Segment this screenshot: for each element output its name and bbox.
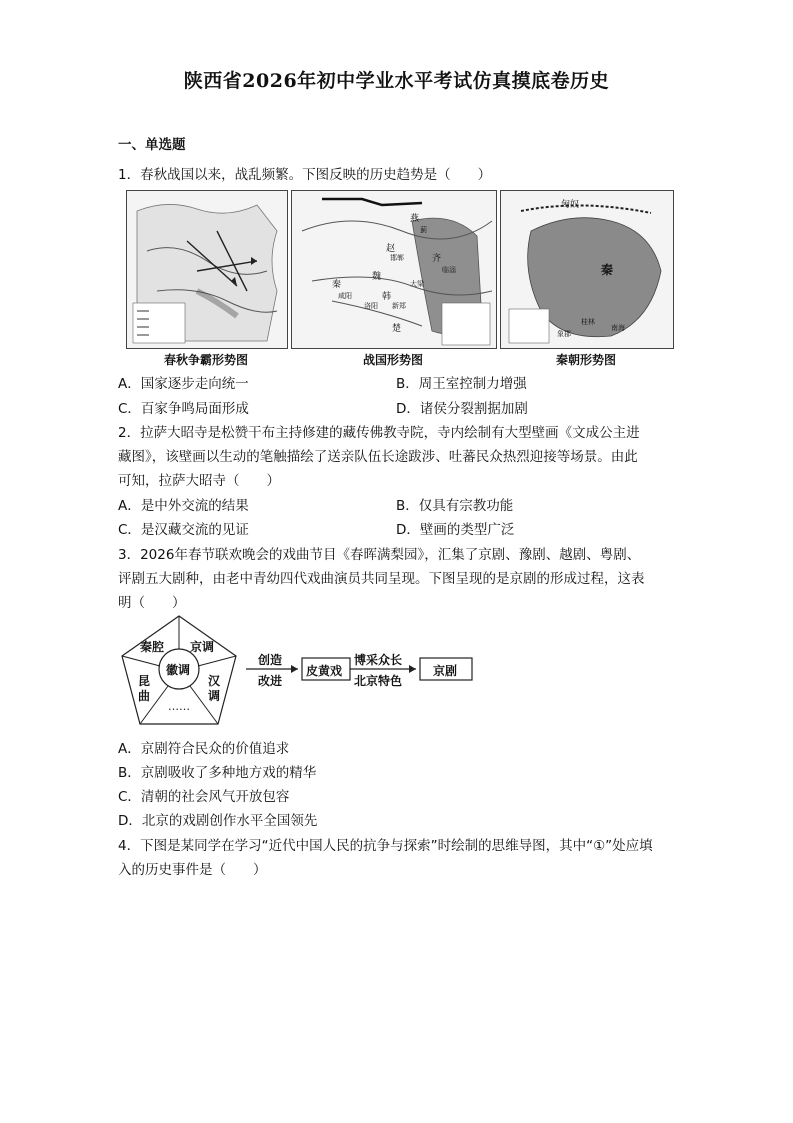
section-heading: 一、单选题 (118, 137, 186, 153)
question-4-line-1: 4．下图是某同学在学习“近代中国人民的抗争与探索”时绘制的思维导图，其中“①”处应填 (118, 838, 653, 854)
map3-label-qin: 秦 (601, 263, 614, 277)
map2-label-han: 韩 (382, 292, 392, 302)
question-3-option-d[interactable]: D．北京的戏剧创作水平全国领先 (118, 813, 318, 829)
map2-label-ji: 蓟 (420, 226, 427, 234)
diagram-box-jingju: 京剧 (433, 664, 458, 678)
map2-label-daliang: 大梁 (410, 280, 424, 288)
map2-label-xinzheng: 新郑 (392, 302, 406, 310)
diagram-petal-handiao: 汉调 (208, 674, 221, 703)
question-3-option-a[interactable]: A．京剧符合民众的价值追求 (118, 741, 290, 757)
map-caption-3: 秦朝形势图 (555, 353, 616, 367)
map2-label-qin: 秦 (332, 280, 342, 290)
map-qin-dynasty (500, 190, 674, 349)
question-3-line-2: 评剧五大剧种，由老中青幼四代戏曲演员共同呈现。下图呈现的是京剧的形成过程，这表 (118, 571, 645, 587)
question-3-line-1: 3．2026年春节联欢晚会的戏曲节目《春晖满梨园》，汇集了京剧、豫剧、越剧、粤剧、 (118, 547, 641, 563)
diagram-petal-ellipsis: …… (168, 700, 190, 713)
map-caption-2: 战国形势图 (362, 353, 423, 367)
map2-label-zhao: 赵 (386, 244, 396, 254)
map3-label-xiongnu: 匈奴 (561, 200, 580, 210)
map-spring-autumn-drawing (127, 191, 287, 348)
map-caption-1: 春秋争霸形势图 (163, 353, 248, 367)
question-2-option-d[interactable]: D．壁画的类型广泛 (396, 522, 515, 538)
map2-label-wei: 魏 (372, 272, 382, 282)
map3-label-guilin: 桂林 (581, 318, 595, 326)
question-2-line-3: 可知，拉萨大昭寺（ ） (118, 473, 280, 489)
diagram-petal-kunqu: 昆曲 (138, 674, 151, 703)
question-2-option-b[interactable]: B．仅具有宗教功能 (396, 498, 514, 514)
question-2-line-1: 2．拉萨大昭寺是松赞干布主持修建的藏传佛教寺院，寺内绘制有大型壁画《文成公主进 (118, 425, 640, 441)
map-spring-autumn (126, 190, 288, 349)
diagram-center: 徽调 (166, 663, 191, 677)
question-2-option-c[interactable]: C．是汉藏交流的见证 (118, 522, 249, 538)
map2-label-chu: 楚 (392, 324, 402, 334)
question-2-option-a[interactable]: A．是中外交流的结果 (118, 498, 249, 514)
page-title: 陕西省2026年初中学业水平考试仿真摸底卷历史 (183, 70, 610, 92)
question-4-line-2: 入的历史事件是（ ） (118, 862, 267, 878)
map2-label-qi: 齐 (432, 254, 442, 264)
question-1-maps (126, 190, 672, 370)
diagram-petal-jingdiao: 京调 (190, 640, 215, 654)
question-1-option-d[interactable]: D．诸侯分裂割据加剧 (396, 401, 528, 417)
question-3-line-3: 明（ ） (118, 595, 186, 611)
diagram-arrow2-bottom: 北京特色 (354, 674, 403, 688)
map2-label-handan: 邯郸 (390, 254, 404, 262)
question-1-option-a[interactable]: A．国家逐步走向统一 (118, 376, 249, 392)
map2-label-yan: 燕 (410, 214, 420, 224)
diagram-arrow2-top: 博采众长 (354, 653, 403, 667)
map3-label-nanhai: 南海 (611, 324, 625, 332)
peking-opera-formation-diagram (120, 612, 480, 730)
diagram-arrow1-bottom: 改进 (258, 674, 283, 688)
question-1-option-b[interactable]: B．周王室控制力增强 (396, 376, 527, 392)
map-warring-states (291, 190, 497, 349)
map2-label-xianyang: 咸阳 (338, 292, 352, 300)
diagram-arrow1-top: 创造 (258, 653, 283, 667)
question-2-line-2: 藏图》，该壁画以生动的笔触描绘了送亲队伍长途跋涉、吐蕃民众热烈迎接等场景。由此 (118, 449, 638, 465)
diagram-petal-qinqiang: 秦腔 (140, 640, 165, 654)
diagram-box-pihuangxi: 皮黄戏 (306, 664, 343, 678)
question-3-option-b[interactable]: B．京剧吸收了多种地方戏的精华 (118, 765, 317, 781)
question-3-option-c[interactable]: C．清朝的社会风气开放包容 (118, 789, 290, 805)
question-1-stem: 1．春秋战国以来，战乱频繁。下图反映的历史趋势是（ ） (118, 167, 492, 183)
map2-label-linzi: 临淄 (442, 266, 456, 274)
question-1-option-c[interactable]: C．百家争鸣局面形成 (118, 401, 249, 417)
map2-label-luoyang: 洛阳 (364, 302, 378, 310)
map3-label-xiangjun: 象郡 (557, 330, 571, 338)
